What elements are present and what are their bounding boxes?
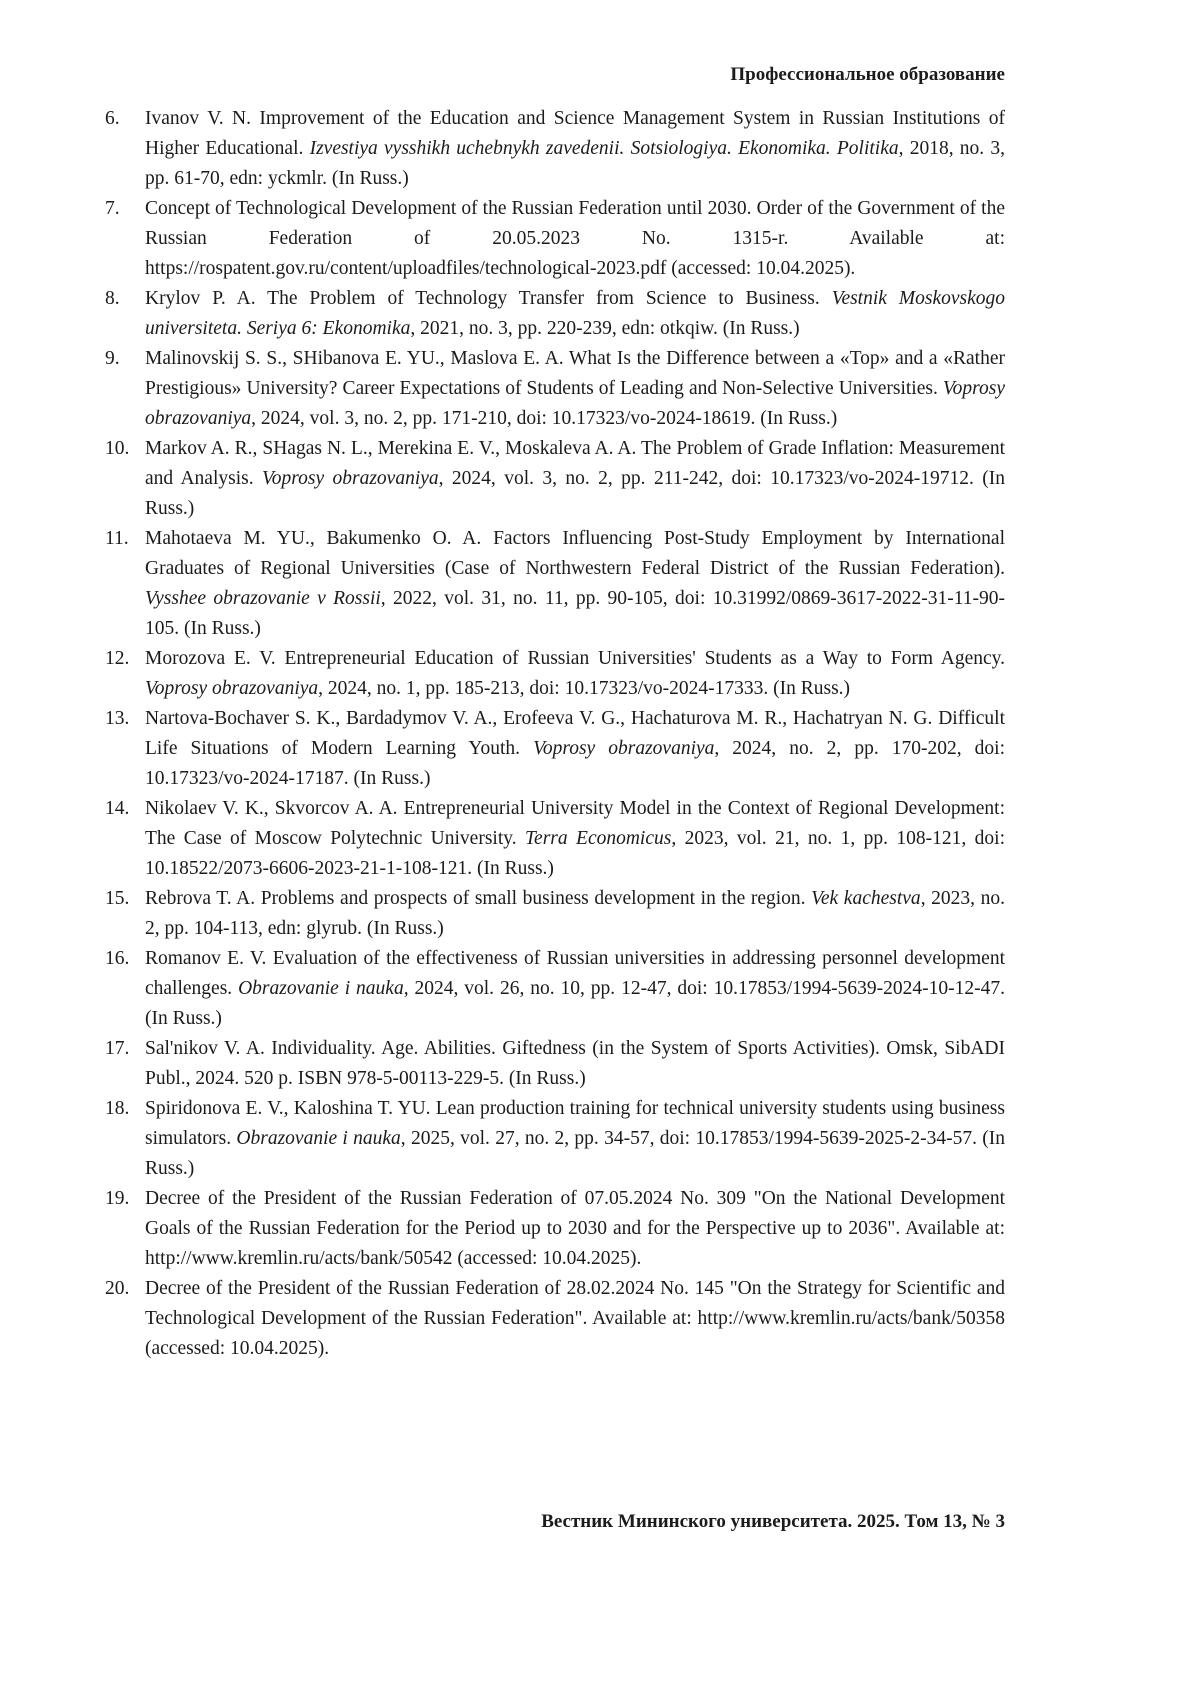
- reference-text: Rebrova T. A. Problems and prospects of small business development in the region. Vek kachestva, 2023, no. 2, pp. 104-113, edn: glyrub. (In Russ.): [145, 888, 1006, 939]
- reference-text: Romanov E. V. Evaluation of the effectiveness of Russian universities in addressing personnel development challenges. Obrazovanie i nauka, 2024, vol. 26, no. 10, pp. 12-47, doi: 10.17853/1994-5639-2024-10-12-47. (In Russ.): [145, 948, 1005, 1029]
- reference-item: [105, 644, 1005, 704]
- reference-number: 19.: [105, 1188, 130, 1209]
- reference-item: [105, 104, 1005, 194]
- reference-text: Mahotaeva M. YU., Bakumenko O. A. Factors Influencing Post-Study Employment by International Graduates of Regional Universities (Case of Northwestern Federal District of the Russian Federation). Vysshee obrazovanie v Rossii, 2022, vol. 31, no. 11, pp. 90-105, doi: 10.31992/0869-3617-2022-31-11-90-105. (In Russ.): [145, 528, 1005, 639]
- journal-footer: Вестник Мининского университета. 2025. Том 13, № 3: [541, 1511, 1005, 1532]
- reference-number: 18.: [105, 1098, 130, 1119]
- reference-item: [105, 884, 1005, 944]
- reference-item: [105, 524, 1005, 644]
- reference-item: [105, 1094, 1005, 1184]
- reference-number: 7.: [105, 198, 120, 219]
- reference-number: 13.: [105, 708, 130, 729]
- reference-text: Krylov P. A. The Problem of Technology Transfer from Science to Business. Vestnik Moskovskogo universiteta. Seriya 6: Ekonomika, 2021, no. 3, pp. 220-239, edn: otkqiw. (In Russ.): [145, 288, 1006, 339]
- reference-text: Nartova-Bochaver S. K., Bardadymov V. A., Erofeeva V. G., Hachaturova M. R., Hachatryan N. G. Difficult Life Situations of Modern Learning Youth. Voprosy obrazovaniya, 2024, no. 2, pp. 170-202, doi: 10.17323/vo-2024-17187. (In Russ.): [145, 708, 1005, 789]
- running-head: Профессиональное образование: [730, 64, 1005, 85]
- reference-list: [105, 104, 1005, 1364]
- reference-text: Concept of Technological Development of the Russian Federation until 2030. Order of the Government of the Russian Federation of 20.05.2023 No. 1315-r. Available at: https://rospatent.gov.ru/content/uploadfiles/technological-2023.pdf (accessed: 10.04.2025).: [145, 198, 1005, 279]
- reference-item: [105, 194, 1005, 284]
- reference-text: Malinovskij S. S., SHibanova E. YU., Maslova E. A. What Is the Difference between a «Top» and a «Rather Prestigious» University? Career Expectations of Students of Leading and Non-Selective Universities. Voprosy obrazovaniya, 2024, vol. 3, no. 2, pp. 171-210, doi: 10.17323/vo-2024-18619. (In Russ.): [145, 348, 1005, 429]
- reference-number: 12.: [105, 648, 130, 669]
- reference-number: 20.: [105, 1278, 130, 1299]
- reference-item: [105, 434, 1005, 524]
- reference-item: [105, 704, 1005, 794]
- reference-number: 10.: [105, 438, 130, 459]
- reference-number: 16.: [105, 948, 130, 969]
- reference-number: 9.: [105, 348, 120, 369]
- reference-number: 11.: [105, 528, 129, 549]
- reference-item: [105, 1184, 1005, 1274]
- reference-item: [105, 1034, 1005, 1094]
- reference-item: [105, 944, 1005, 1034]
- reference-number: 14.: [105, 798, 130, 819]
- reference-text: Decree of the President of the Russian Federation of 07.05.2024 No. 309 "On the National Development Goals of the Russian Federation for the Period up to 2030 and for the Perspective up to 2036". Available at: http://www.kremlin.ru/acts/bank/50542 (accessed: 10.04.2025).: [145, 1188, 1005, 1269]
- reference-number: 6.: [105, 108, 120, 129]
- reference-text: Markov A. R., SHagas N. L., Merekina E. V., Moskaleva A. A. The Problem of Grade Inflation: Measurement and Analysis. Voprosy obrazovaniya, 2024, vol. 3, no. 2, pp. 211-242, doi: 10.17323/vo-2024-19712. (In Russ.): [145, 438, 1005, 519]
- reference-item: [105, 794, 1005, 884]
- reference-text: Morozova E. V. Entrepreneurial Education of Russian Universities' Students as a Way to Form Agency. Voprosy obrazovaniya, 2024, no. 1, pp. 185-213, doi: 10.17323/vo-2024-17333. (In Russ.): [145, 648, 1005, 699]
- reference-number: 8.: [105, 288, 120, 309]
- reference-text: Decree of the President of the Russian Federation of 28.02.2024 No. 145 "On the Strategy for Scientific and Technological Development of the Russian Federation". Available at: http://www.kremlin.ru/acts/bank/50358 (accessed: 10.04.2025).: [145, 1278, 1005, 1359]
- reference-item: [105, 284, 1005, 344]
- reference-text: Ivanov V. N. Improvement of the Education and Science Management System in Russian Institutions of Higher Educational. Izvestiya vysshikh uchebnykh zavedenii. Sotsiologiya. Ekonomika. Politika, 2018, no. 3, pp. 61-70, edn: yckmlr. (In Russ.): [145, 108, 1006, 189]
- reference-text: Nikolaev V. K., Skvorcov A. A. Entrepreneurial University Model in the Context of Regional Development: The Case of Moscow Polytechnic University. Terra Economicus, 2023, vol. 21, no. 1, pp. 108-121, doi: 10.18522/2073-6606-2023-21-1-108-121. (In Russ.): [145, 798, 1005, 879]
- reference-number: 17.: [105, 1038, 130, 1059]
- reference-item: [105, 1274, 1005, 1364]
- reference-number: 15.: [105, 888, 130, 909]
- reference-text: Spiridonova E. V., Kaloshina T. YU. Lean production training for technical university students using business simulators. Obrazovanie i nauka, 2025, vol. 27, no. 2, pp. 34-57, doi: 10.17853/1994-5639-2025-2-34-57. (In Russ.): [145, 1098, 1006, 1179]
- reference-text: Sal'nikov V. A. Individuality. Age. Abilities. Giftedness (in the System of Sports Activities). Omsk, SibADI Publ., 2024. 520 p. ISBN 978-5-00113-229-5. (In Russ.): [145, 1038, 1005, 1089]
- reference-item: [105, 344, 1005, 434]
